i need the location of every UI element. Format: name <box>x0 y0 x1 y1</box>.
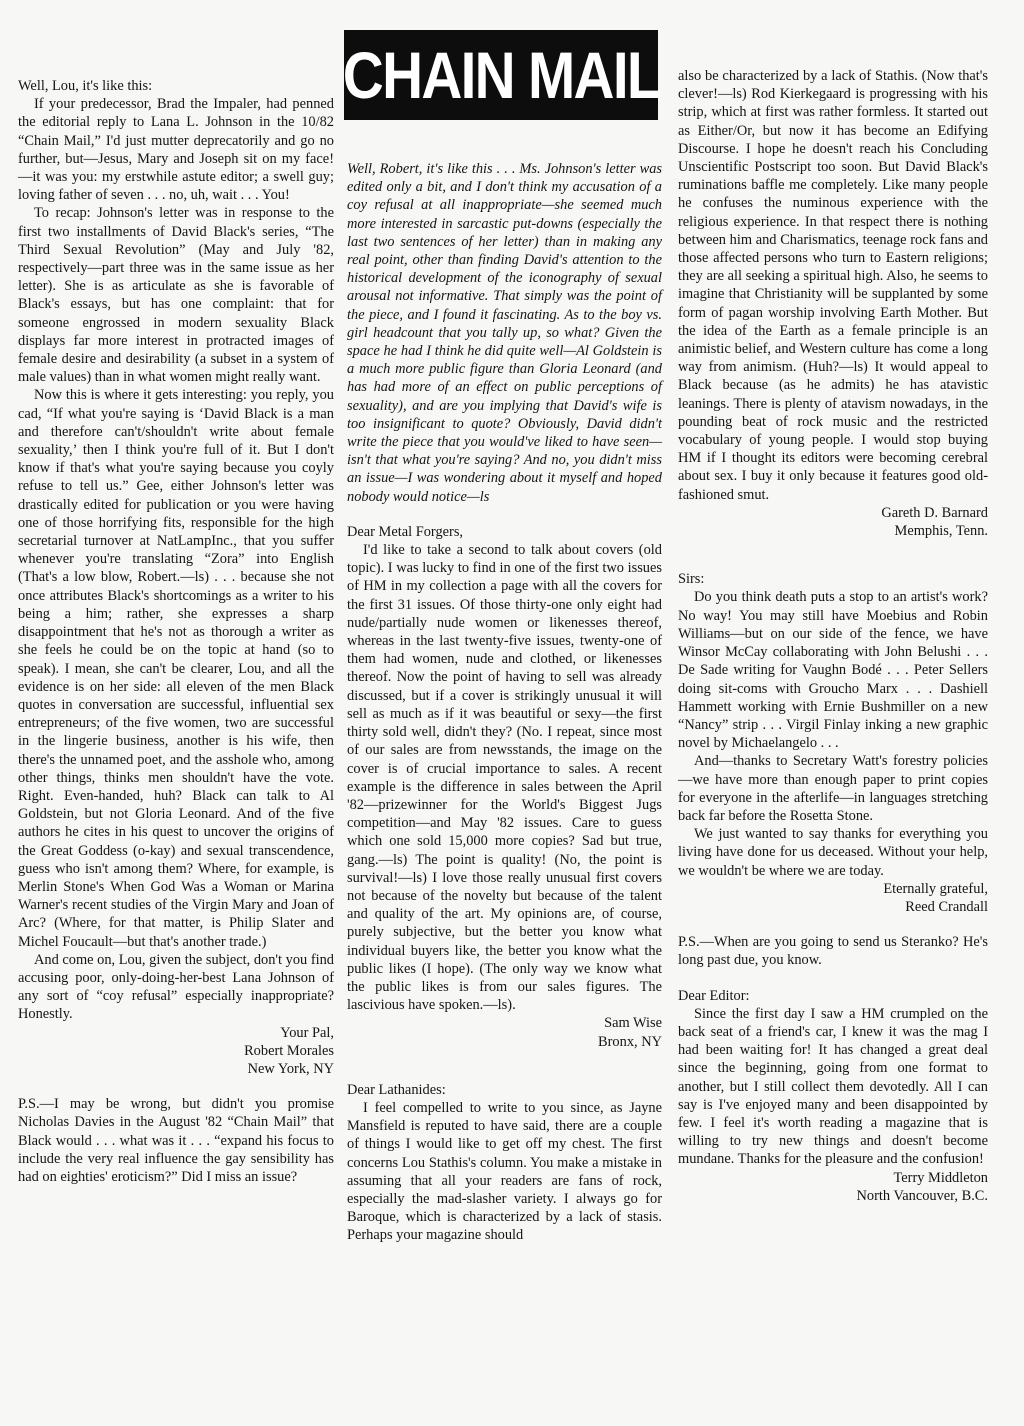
letter-paragraph: And—thanks to Secretary Watt's forestry policies—we have more than enough paper to print copies for everyone in the afterlife—in languages stretching back far before the Rosetta Stone. <box>678 753 988 824</box>
editor-reply: Well, Robert, it's like this . . . Ms. Johnson's letter was edited only a bit, and I don't think my accusation of a coy refusal at all inappropriate—she seemed much more interested in sarcastic put-downs (especially the last two sentences of her letter) than in making any real point, other than finding David's attention to the historical development of the iconography of sexual arousal not informative. That simply was the point of the piece, and I found it fascinating. As to the boy vs. girl headcount that you tally up, so what? Given the space he had I think he did quite well—Al Goldstein is a much more public figure than Gloria Leonard (and has had more of an effect on public perceptions of sexuality), and are you implying that David's wife is too insignificant to quote? Obviously, David didn't write the piece that you would've liked to have seen—isn't that what you're saying? And no, you didn't miss an issue—I was wondering about it myself and hoped nobody would notice—ls <box>347 161 662 505</box>
signature-location: North Vancouver, B.C. <box>856 1187 988 1204</box>
letter-postscript: P.S.—When are you going to send us Steranko? He's long past due, you know. <box>678 934 988 969</box>
letter-paragraph: To recap: Johnson's letter was in response to the first two installments of David Black's series, “The Third Sexual Revolution” (May and July '82, respectively—part three was in the same issue as her letter). She is as articulate as she is favorable of Black's essays, but has one complaint: that for someone engrossed in modern sexuality Black displays far more interest in protracted images of female desire and desirability (a subset in a system of male values) than in what women might really want. <box>18 205 334 386</box>
letter-paragraph: Now this is where it gets interesting: you reply, you cad, “If what you're saying is ‘David Black is a man and therefore can't/shouldn't write about female sexuality,’ then I think you're full of it. But I don't know if that's what you're saying because you coyly refuse to tell us.” Gee, either Johnson's letter was drastically edited for publication or you were having one of those horrifying fits, responsible for the high secretarial turnover at NatLampInc., that you suffer whenever you're translating “Zora” into English (That's a low blow, Robert.—ls) . . . because she not once attributes Black's shortcomings as a writer to his being a him; rather, she expresses a sharp disappointment that he's not as thorough a writer as she feels he could be on the topic at hand (so to speak). I mean, she can't be clearer, Lou, and all the evidence is on her side: all eleven of the men Black quotes in conversation are successful, influential sex entrepreneurs; of the five women, two are successful in the lingerie business, another is his wife, then there's the unnamed poet, and the asshole who, among other things, thinks men shouldn't have the vote. Right. Even-handed, huh? Black can talk to Al Goldstein, but not Gloria Leonard. And of the five authors he cites in his quest to uncover the origins of the Great Goddess (o-kay) and sexual transcendence, guess who isn't among them? Where, for example, is Merlin Stone's When God Was a Woman or Marina Warner's recent studies of the Virgin Mary and Joan of Arc? (Where, for that matter, is Philip Slater and Michel Foucault—but that's another trade.) <box>18 387 334 950</box>
letter-paragraph: Do you think death puts a stop to an artist's work? No way! You may still have Moebius and Robin Williams—but on our side of the fence, we have Winsor McCay collaborating with John Belushi . . . De Sade writing for Vaughn Bodé . . . Peter Sellers doing sit-coms with Groucho Marx . . . Dashiell Hammett working with Ernie Bushmiller on a new “Nancy” strip . . . Virgil Finlay inking a new graphic novel by Michaelangelo . . . <box>678 589 988 752</box>
signature-location: Bronx, NY <box>598 1033 662 1050</box>
masthead-banner <box>344 30 658 120</box>
letter-salutation: Sirs: <box>678 571 705 588</box>
masthead-title: CHAIN MAIL <box>342 38 660 112</box>
letter-paragraph: also be characterized by a lack of Stathis. (Now that's clever!—ls) Rod Kierkegaard is progressing with his strip, which at first was rather formless. It started out as Either/Or, but now it has become an Edifying Discourse. I hope he doesn't reach his Concluding Unscientific Postscript too soon. But David Black's ruminations baffle me completely. Like many people he confuses the numinous experience with the religious experience. In that respect there is nothing between him and Charismatics, teenage rock fans and those affected persons who turn to Eastern religions; they are all seeking a spiritual high. Also, he seems to imagine that Christianity will be supplanted by some form of pagan worship involving Earth Mother. But the idea of the Earth as a female principle is an animistic belief, and Western culture has come a long way from animism. (Huh?—ls) It would appeal to Black because (as he admits) he has atavistic leanings. There is plenty of atavism nowadays, in the pounding beat of rock music and the restricted vocabulary of young people. I would stop buying HM if I thought its editors were becoming cerebral about sex. I buy it only because it features good old-fashioned smut. <box>678 68 988 503</box>
signature-name: Terry Middleton <box>893 1169 988 1186</box>
signature-name: Gareth D. Barnard <box>881 504 988 521</box>
signature-name: Sam Wise <box>604 1015 662 1032</box>
column-left <box>18 77 334 1186</box>
signature-closing: Your Pal, <box>280 1024 334 1041</box>
letter-salutation: Dear Lathanides: <box>347 1081 446 1098</box>
column-middle <box>347 160 662 1245</box>
letter-paragraph: And come on, Lou, given the subject, don't you find accusing poor, only-doing-her-best Lana Johnson of any sort of “coy refusal” especially inappropriate? Honestly. <box>18 951 334 1023</box>
letter-paragraph: I feel compelled to write to you since, as Jayne Mansfield is reputed to have said, there are a couple of things I would like to get off my chest. The first concerns Lou Stathis's column. You make a mistake in assuming that all your readers are fans of rock, especially the mad-slasher variety. I always go for Baroque, which is characterized by a lack of stasis. Perhaps your magazine should <box>347 1099 662 1244</box>
letter-paragraph: We just wanted to say thanks for everything you living have done for us deceased. Without your help, we wouldn't be where we are today. <box>678 826 988 879</box>
signature-name: Reed Crandall <box>905 898 988 915</box>
signature-closing: Eternally grateful, <box>883 880 988 897</box>
letter-postscript: P.S.—I may be wrong, but didn't you promise Nicholas Davies in the August '82 “Chain Mail” that Black would . . . what was it . . . “expand his focus to include the very real influence the gay sensibility has had on eighties' eroticism?” Did I miss an issue? <box>18 1096 334 1185</box>
signature-location: Memphis, Tenn. <box>894 523 988 540</box>
letter-paragraph: I'd like to take a second to talk about covers (old topic). I was lucky to find in one of the first two issues of HM in my collection a page with all the covers for the first 31 issues. Of those thirty-one only eight had nude/partially nude women or likenesses thereof, whereas in the last twenty-five issues, twenty-one of them had women, nude and clothed, or likenesses thereof. Now the point of having to sell was already discussed, but if a cover is strikingly unusual it will sell as much as if it was beautiful or sexy—the first thirty sold well, didn't they? (No. I repeat, since most of our sales are from newsstands, the image on the cover is of crucial importance to sales. A recent example is the difference in sales between the April '82—prizewinner for the World's Biggest Jugs competition—and May '82 issues. Care to guess which one sold 15,000 more copies? Sad but true, gang.—ls) The point is quality! (No, the point is survival!—ls) I love those really unusual first covers not because of the novelty but because of the talent and quality of the art. My opinions are, of course, purely subjective, but the better you know what individual buyers like, the better you know what the public likes (I hope). (The only way we know what the public likes is from our sales figures. The lascivious have spoken.—ls). <box>347 542 662 1014</box>
column-right <box>678 67 988 1205</box>
letter-paragraph: Since the first day I saw a HM crumpled on the back seat of a friend's car, I knew it was the mag I had been waiting for! It has changed a great deal since the beginning, going from one format to another, but I still collect them devotedly. All I can say is I've enjoyed many and been disappointed by few. I feel it's worth reading a magazine that is willing to try new things and doesn't become mundane. Thanks for the pleasure and the confusion! <box>678 1005 988 1168</box>
letter-greeting: Well, Lou, it's like this: <box>18 78 153 94</box>
letter-salutation: Dear Metal Forgers, <box>347 523 464 540</box>
signature-location: New York, NY <box>247 1060 334 1077</box>
signature-name: Robert Morales <box>244 1042 334 1059</box>
letter-salutation: Dear Editor: <box>678 987 750 1004</box>
letter-paragraph: If your predecessor, Brad the Impaler, had penned the editorial reply to Lana L. Johnson in the 10/82 “Chain Mail,” I'd just mutter deprecatorily and go no further, but—Jesus, Mary and Joseph sit on my face!—it was you: my erstwhile astute editor; a swell guy; loving father of seven . . . no, uh, wait . . . You! <box>18 96 334 204</box>
